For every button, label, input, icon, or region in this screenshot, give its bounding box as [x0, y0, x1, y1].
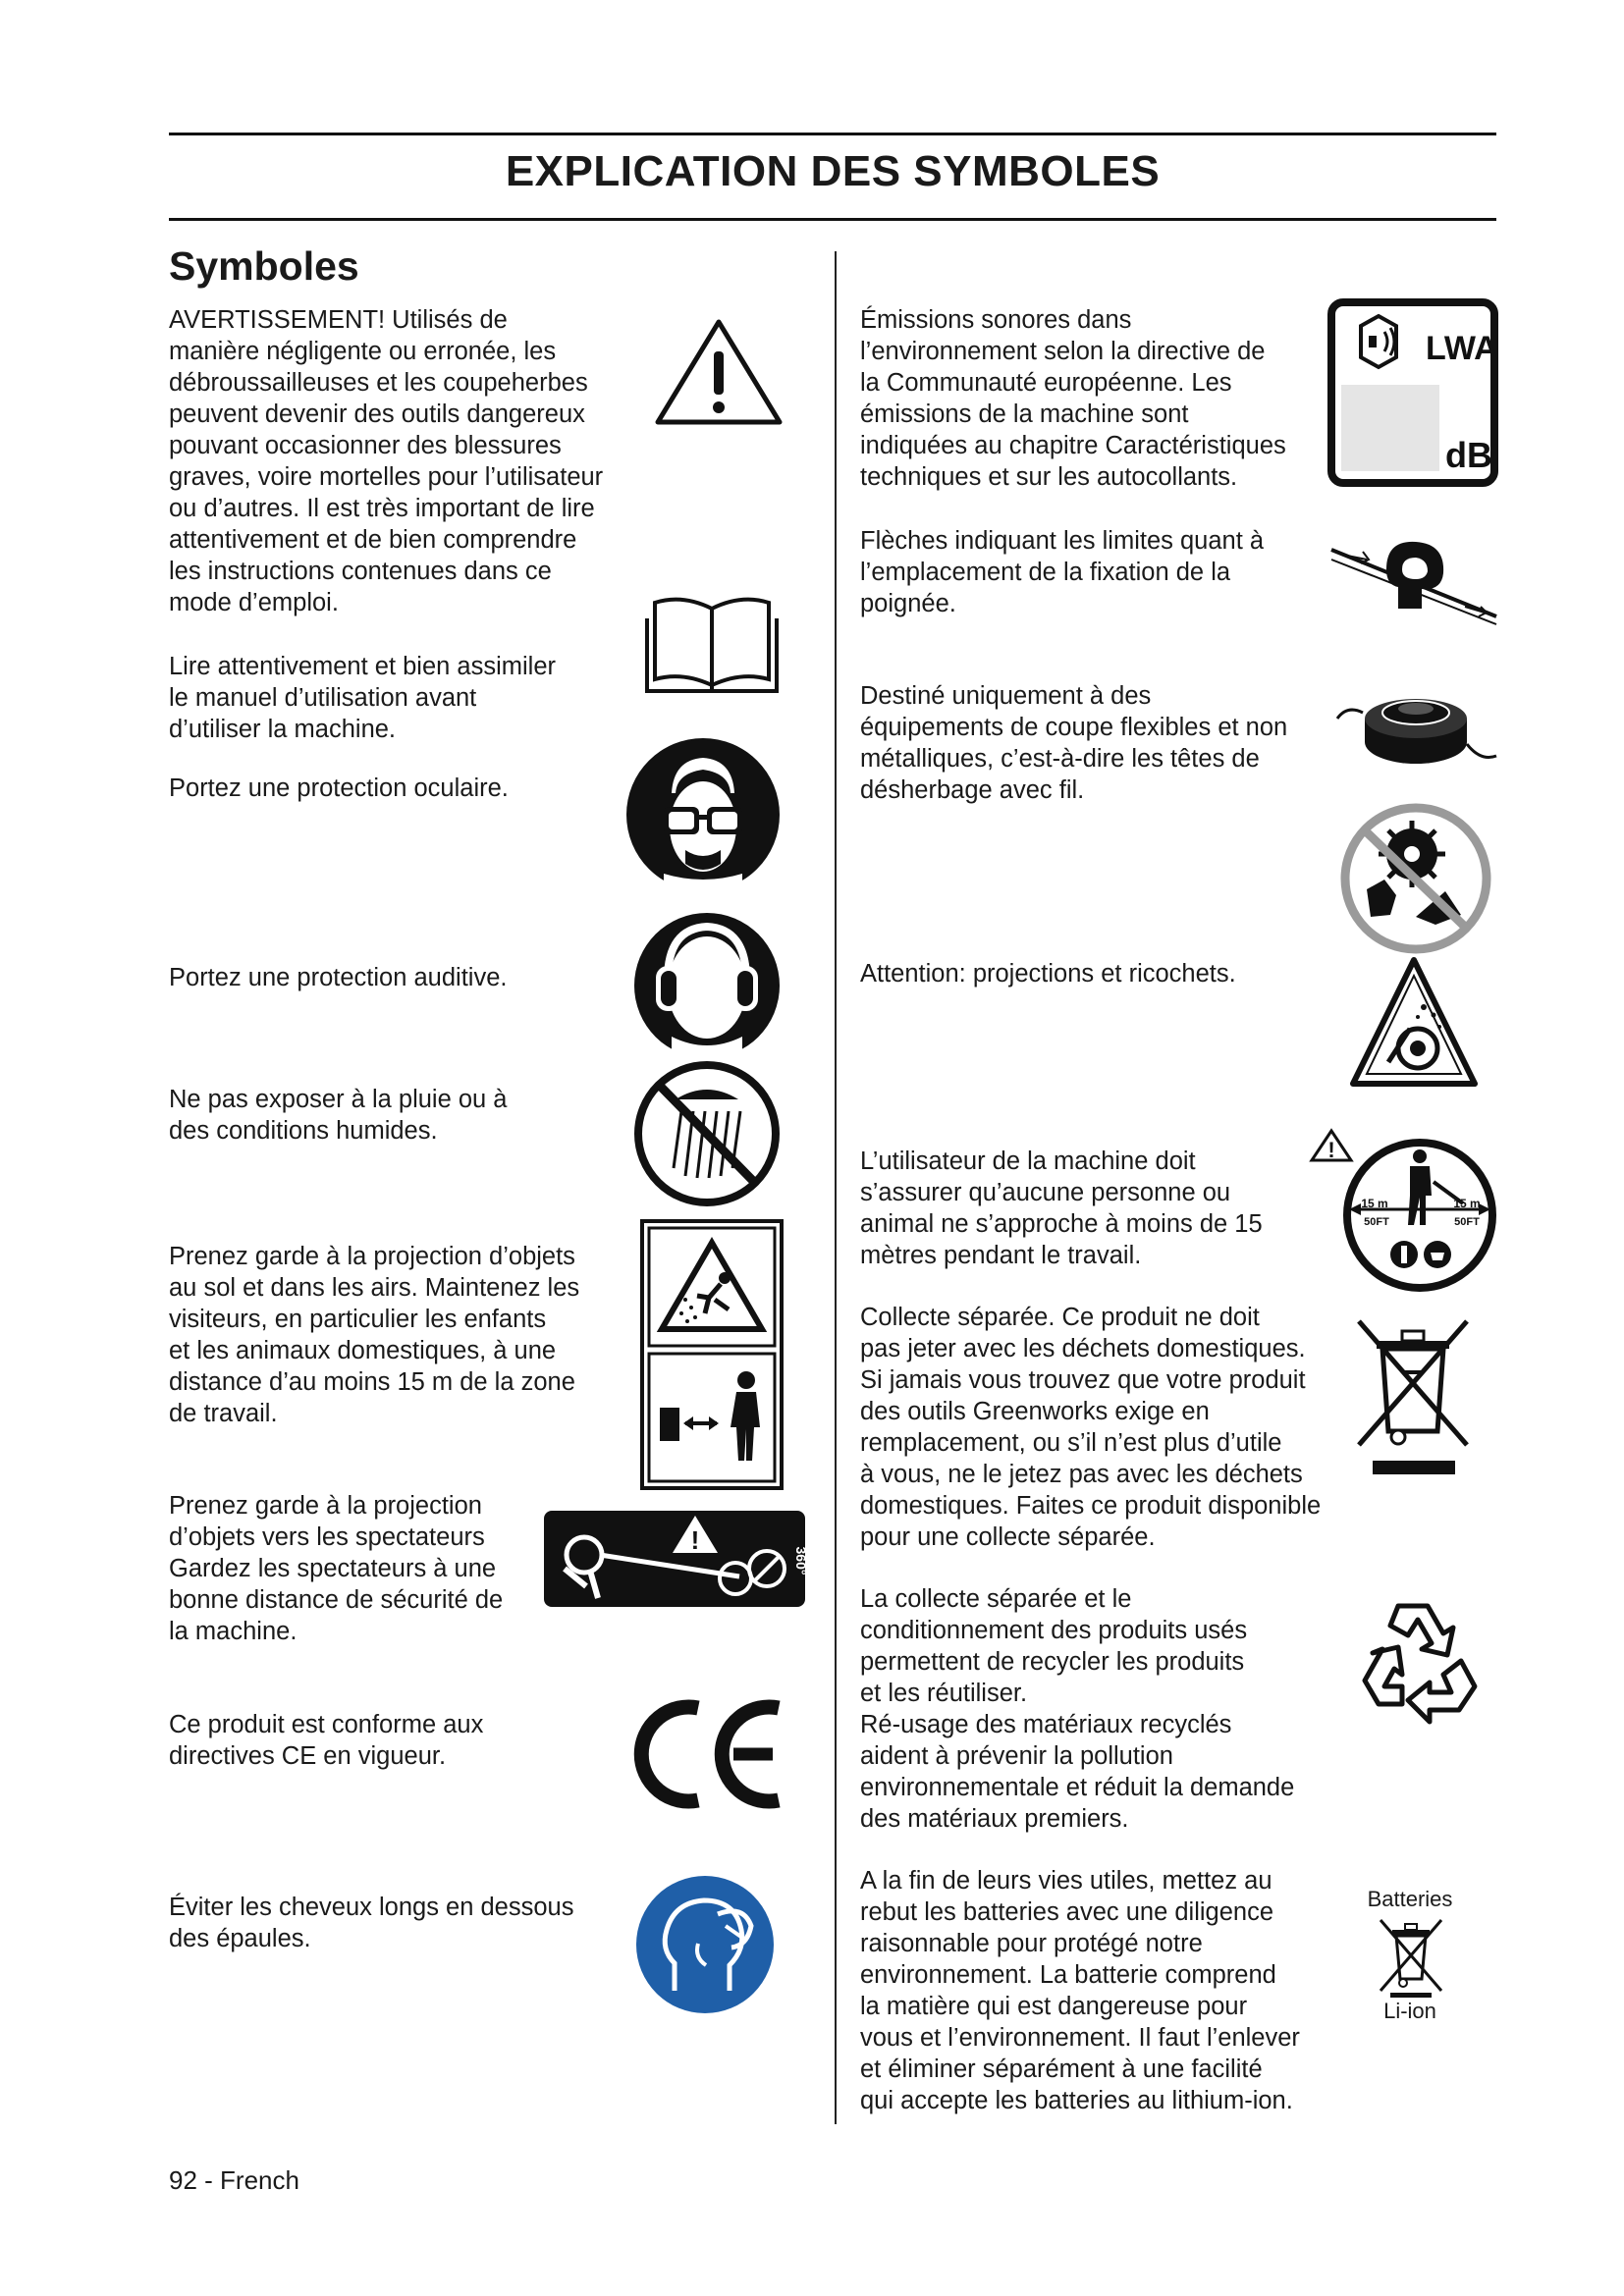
trimmer-head-icon — [1333, 683, 1498, 772]
ricochet-text: Attention: projections et ricochets. — [860, 960, 1236, 988]
header-rule-bottom — [169, 218, 1496, 221]
fifty-ft-right: 50FT — [1454, 1216, 1480, 1228]
warning-triangle-icon — [653, 316, 785, 429]
long-hair-icon — [635, 1875, 775, 2014]
page-footer: 92 - French — [169, 2165, 299, 2195]
manual-text: Lire attentivement et bien assimiler le manuel d’utilisation avant d’utiliser la machine. — [169, 653, 557, 743]
page-title: EXPLICATION DES SYMBOLES — [505, 147, 1161, 195]
separate-collection-text: Collecte séparée. Ce produit ne doit pas jeter avec les déchets domestiques. Si jamais vous trouvez que votre produit des outils Greenworks exige en remplacement, ou s’il n’est plus d’utile à vous, ne le jetez pas avec les déchets domestiques. Faites ce produit disponible pour une collecte séparée. — [860, 1304, 1322, 1551]
battery-disposal-icon — [1377, 1916, 1445, 1999]
no-rain-icon — [632, 1060, 782, 1207]
ear-protection-icon — [632, 911, 782, 1060]
warning-text: AVERTISSEMENT! Utilisés de manière négligente ou erronée, les débroussailleuses et les coupeherbes peuvent devenir des outils dangereux pouvant occasionner des blessures graves, voire mortelles pour l’utilisateur ou d’autres. Il est très important de lire attentivement et de bien comprendre les instructions contenues dans ce mode d’emploi. — [169, 306, 604, 616]
ricochet-warning-icon — [1349, 954, 1479, 1090]
spectators-text: Prenez garde à la projection d’objets vers les spectateurs Gardez les spectateurs à une bonne distance de sécurité de la machine. — [169, 1492, 504, 1645]
projection-warning-panel-icon — [640, 1219, 784, 1490]
recycle-icon — [1345, 1596, 1481, 1726]
fifteen-m-right: 15 m — [1453, 1197, 1481, 1210]
li-ion-label: Li-ion — [1383, 1999, 1436, 2023]
hair-text: Éviter les cheveux longs en dessous des épaules. — [169, 1894, 574, 1952]
fifty-ft-left: 50FT — [1364, 1216, 1389, 1228]
ear-protection-text: Portez une protection auditive. — [169, 964, 508, 991]
angle-label: 360° — [793, 1546, 809, 1575]
spectators-distance-icon — [543, 1510, 809, 1608]
arrows-text: Flèches indiquant les limites quant à l’emplacement de la fixation de la poignée. — [860, 527, 1265, 617]
batteries-label: Batteries — [1367, 1887, 1453, 1911]
projection-text: Prenez garde à la projection d’objets au sol et dans les airs. Maintenez les visiteurs, en particulier les enfants et les animaux domestiques, à une distance d’au moins 15 m de la zone de travail. — [169, 1243, 580, 1427]
recycle-text: La collecte séparée et le conditionnement des produits usés permettent de recycler les produits et les réutiliser. Ré-usage des matériaux recyclés aident à prévenir la pollution environnementale et réduit la demande des matériaux premiers. — [860, 1585, 1295, 1833]
eye-protection-text: Portez une protection oculaire. — [169, 774, 509, 802]
svg-text:!: ! — [690, 1525, 700, 1555]
noise-lwa-icon — [1327, 298, 1498, 487]
safety-distance-icon — [1306, 1127, 1498, 1292]
db-label: dB — [1445, 435, 1492, 475]
ce-text: Ce produit est conforme aux directives CE en vigueur. — [169, 1711, 484, 1770]
handle-limit-arrows-icon — [1327, 530, 1500, 628]
no-metal-blade-icon — [1337, 801, 1494, 956]
distance-text: L’utilisateur de la machine doit s’assurer qu’aucune personne ou animal ne s’approche à moins de 15 mètres pendant le travail. — [860, 1148, 1263, 1269]
column-divider — [835, 251, 837, 2124]
fifteen-m-left: 15 m — [1361, 1197, 1388, 1210]
lwa-label: LWA — [1426, 330, 1498, 367]
flexible-text: Destiné uniquement à des équipements de coupe flexibles et non métalliques, c’est-à-dire les têtes de désherbage avec fil. — [860, 682, 1288, 804]
batteries-text: A la fin de leurs vies utiles, mettez au rebut les batteries avec une diligence raisonnable pour protégé notre environnement. La batterie comprend la matière qui est dangereuse pour vous et l’environnement. Il faut l’enlever et éliminer séparément à une facilité qui accepte les batteries au lithium-ion. — [860, 1867, 1300, 2114]
ce-mark-icon — [629, 1696, 788, 1812]
svg-text:!: ! — [1327, 1138, 1335, 1162]
weee-crossed-bin-icon — [1353, 1315, 1473, 1478]
noise-text: Émissions sonores dans l’environnement selon la directive de la Communauté européenne. Les émissions de la machine sont indiquées au chapitre Caractéristiques techniques et sur les autocollants. — [860, 306, 1286, 491]
rain-text: Ne pas exposer à la pluie ou à des conditions humides. — [169, 1086, 508, 1145]
section-title: Symboles — [169, 243, 359, 289]
manual-book-icon — [643, 589, 781, 697]
header-rule-top — [169, 133, 1496, 135]
eye-protection-icon — [624, 736, 782, 893]
